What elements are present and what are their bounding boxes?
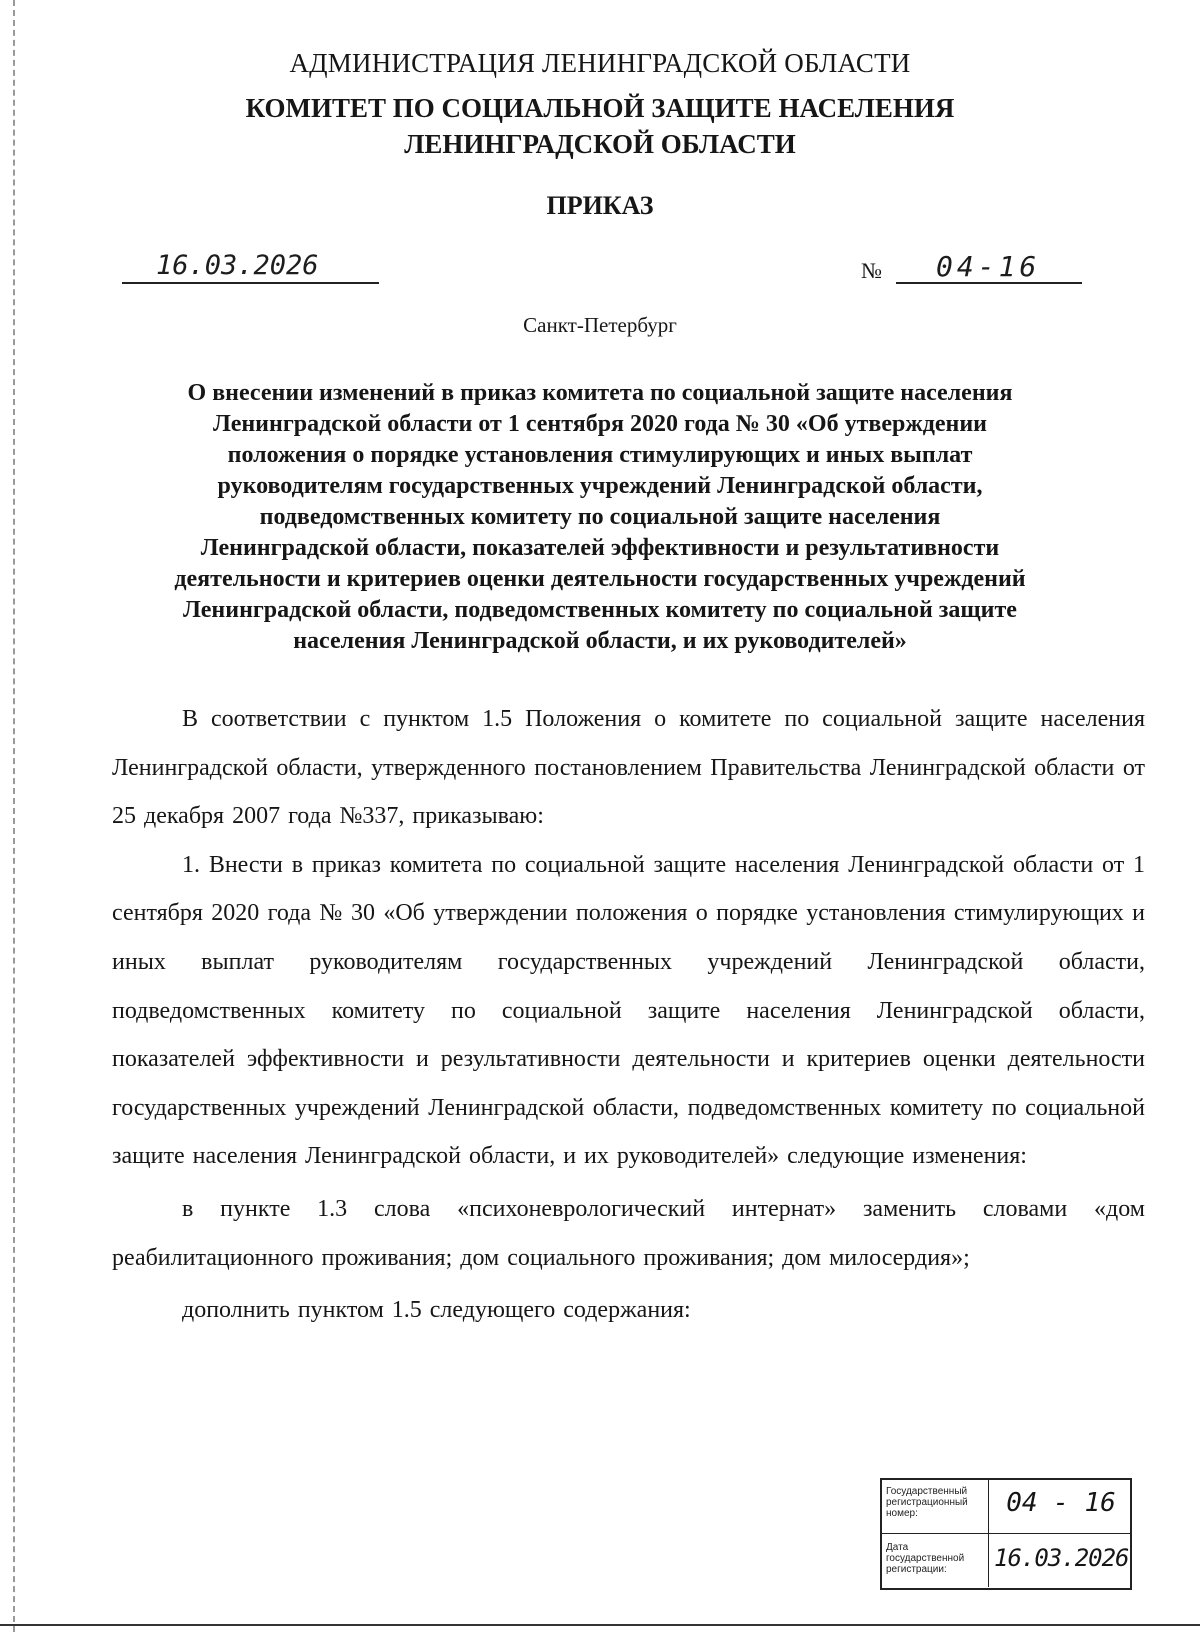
title-line: Ленинградской области от 1 сентября 2020 года № 30 «Об утверждении bbox=[212, 411, 988, 437]
title-line: деятельности и критериев оценки деятельности государственных учреждений bbox=[174, 566, 1026, 592]
title-line: руководителям государственных учреждений Ленинградской области, bbox=[217, 473, 983, 499]
preamble-paragraph: В соответствии с пунктом 1.5 Положения о комитете по социальной защите населения Ленинградской области, утвержденного постановлением Правительства Ленинградской области от 25 декабря 2007 года №337, приказываю: bbox=[112, 706, 1145, 830]
committee-heading-line: КОМИТЕТ ПО СОЦИАЛЬНОЙ ЗАЩИТЕ НАСЕЛЕНИЯ bbox=[245, 93, 955, 123]
title-line: Ленинградской области, подведомственных комитету по социальной защите bbox=[183, 597, 1017, 623]
title-line: Ленинградской области, показателей эффективности и результативности bbox=[200, 535, 1000, 561]
item-1-paragraph: 1. Внести в приказ комитета по социальной защите населения Ленинградской области от 1 сентября 2020 года № 30 «Об утверждении положения о порядке установления стимулирующих и иных выплат руководителям государственных учреждений Ленинградской области, подведомственных комитету по социальной защите населения Ленинградской области, показателей эффективности и результативности деятельности и критериев оценки деятельности государственных учреждений Ленинградской области, подведомственных комитету по социальной защите населения Ленинградской области, и их руководителей» следующие изменения: bbox=[112, 851, 1145, 1170]
stamp-date-value: 16.03.2026 bbox=[994, 1544, 1129, 1572]
stamp-divider bbox=[988, 1534, 989, 1587]
stamp-row-date bbox=[882, 1534, 1130, 1587]
document-type: ПРИКАЗ bbox=[546, 191, 654, 220]
change-1-paragraph: в пункте 1.3 слова «психоневрологический интернат» заменить словами «дом реабилитационного проживания; дом социального проживания; дом милосердия»; bbox=[112, 1195, 1145, 1271]
order-number: 04-16 bbox=[936, 250, 1041, 283]
stamp-divider bbox=[988, 1480, 989, 1533]
title-line: населения Ленинградской области, и их руководителей» bbox=[293, 628, 907, 654]
title-line: положения о порядке установления стимулирующих и иных выплат bbox=[227, 442, 973, 468]
order-date-field bbox=[122, 248, 379, 284]
administration-heading: АДМИНИСТРАЦИЯ ЛЕНИНГРАДСКОЙ ОБЛАСТИ bbox=[289, 48, 911, 78]
scan-bottom-edge bbox=[0, 1624, 1200, 1626]
city: Санкт-Петербург bbox=[523, 313, 677, 337]
stamp-date-label: Дата государственной регистрации: bbox=[886, 1542, 965, 1575]
order-number-field bbox=[896, 248, 1082, 284]
order-body bbox=[112, 695, 1145, 1335]
order-title bbox=[112, 378, 1088, 657]
scan-edge-line bbox=[13, 0, 15, 1632]
order-date: 16.03.2026 bbox=[156, 250, 319, 281]
change-2-paragraph: дополнить пунктом 1.5 следующего содержания: bbox=[182, 1297, 691, 1324]
title-line: О внесении изменений в приказ комитета по социальной защите населения bbox=[187, 380, 1013, 406]
registration-stamp bbox=[880, 1478, 1132, 1590]
committee-heading bbox=[0, 90, 1200, 162]
stamp-number-value: 04 - 16 bbox=[1006, 1488, 1116, 1518]
stamp-row-number bbox=[882, 1480, 1130, 1534]
title-line: подведомственных комитету по социальной защите населения bbox=[259, 504, 941, 530]
number-sign: № bbox=[861, 258, 882, 283]
committee-heading-line: ЛЕНИНГРАДСКОЙ ОБЛАСТИ bbox=[404, 129, 796, 159]
stamp-number-label: Государственный регистрационный номер: bbox=[886, 1486, 968, 1519]
